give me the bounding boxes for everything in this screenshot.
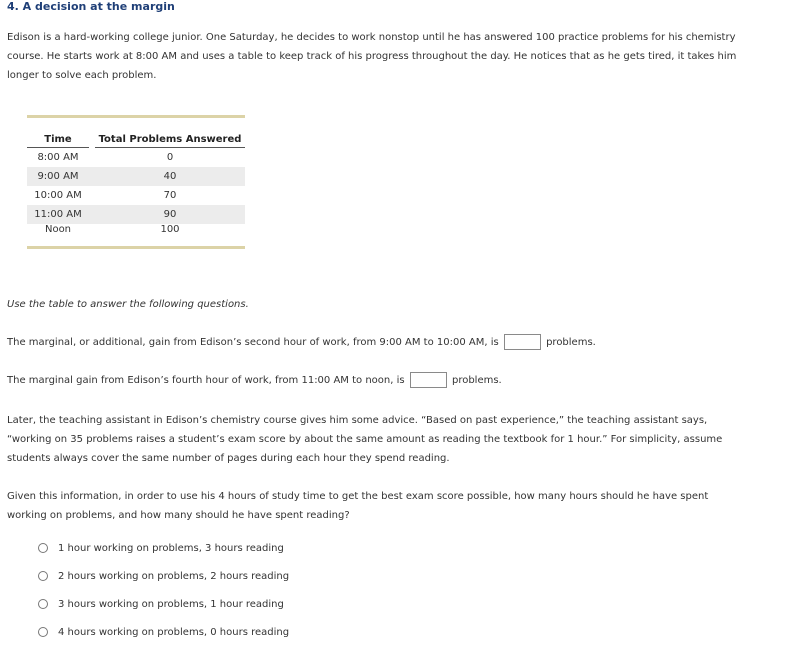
total-cell: 90 xyxy=(95,205,245,224)
time-cell: 11:00 AM xyxy=(27,205,89,224)
total-cell: 40 xyxy=(95,167,245,186)
table-row xyxy=(27,167,245,186)
answer-input-2[interactable] xyxy=(410,372,447,388)
blank-question-1: The marginal, or additional, gain from Edison’s second hour of work, from 9:00 AM to 10:00 AM, is problems. xyxy=(7,334,596,352)
table-row xyxy=(27,205,245,224)
time-cell: 10:00 AM xyxy=(34,190,82,201)
option-2[interactable]: 2 hours working on problems, 2 hours reading xyxy=(38,568,289,584)
table-row xyxy=(27,186,245,205)
table-header-time: Time xyxy=(27,117,89,148)
table-row xyxy=(27,224,245,248)
time-cell: Noon xyxy=(44,224,72,235)
intro-paragraph: Edison is a hard-working college junior. One Saturday, he decides to work nonstop until he has answered 100 practice problems for his chemistry course. He starts work at 8:00 AM and uses a table to keep track of his progress throughout the day. He notices that as he gets tired, it takes him longer to solve each problem. xyxy=(7,32,737,81)
radio-button[interactable] xyxy=(38,627,48,637)
time-cell: 8:00 AM xyxy=(37,152,79,163)
radio-button[interactable] xyxy=(38,571,48,581)
final-question: Given this information, in order to use his 4 hours of study time to get the best exam score possible, how many hours should he have spent working on problems, and how many should he have spent reading? xyxy=(7,491,709,521)
radio-button[interactable] xyxy=(38,543,48,553)
answer-input-1[interactable] xyxy=(504,334,541,350)
time-cell: 9:00 AM xyxy=(27,167,89,186)
total-cell: 70 xyxy=(163,190,177,201)
instruction-text: Use the table to answer the following questions. xyxy=(7,299,249,310)
table-row xyxy=(27,148,245,168)
total-cell: 100 xyxy=(160,224,180,235)
table-header-total: Total Problems Answered xyxy=(95,117,245,148)
radio-button[interactable] xyxy=(38,599,48,609)
option-3[interactable]: 3 hours working on problems, 1 hour reading xyxy=(38,596,284,612)
total-cell: 0 xyxy=(166,152,174,163)
advice-paragraph: Later, the teaching assistant in Edison’s chemistry course gives him some advice. “Based on past experience,” the teaching assistant says, “working on 35 problems raises a student’s exam score by about the same amount as reading the textbook for 1 hour.” For simplicity, assume students always cover the same number of pages during each hour they spend reading. xyxy=(7,415,723,464)
blank-question-2: The marginal gain from Edison’s fourth hour of work, from 11:00 AM to noon, is problems. xyxy=(7,372,502,390)
question-title: 4. A decision at the margin xyxy=(7,0,175,13)
progress-table xyxy=(27,115,245,249)
option-4[interactable]: 4 hours working on problems, 0 hours reading xyxy=(38,624,289,640)
option-1[interactable]: 1 hour working on problems, 3 hours reading xyxy=(38,540,284,556)
